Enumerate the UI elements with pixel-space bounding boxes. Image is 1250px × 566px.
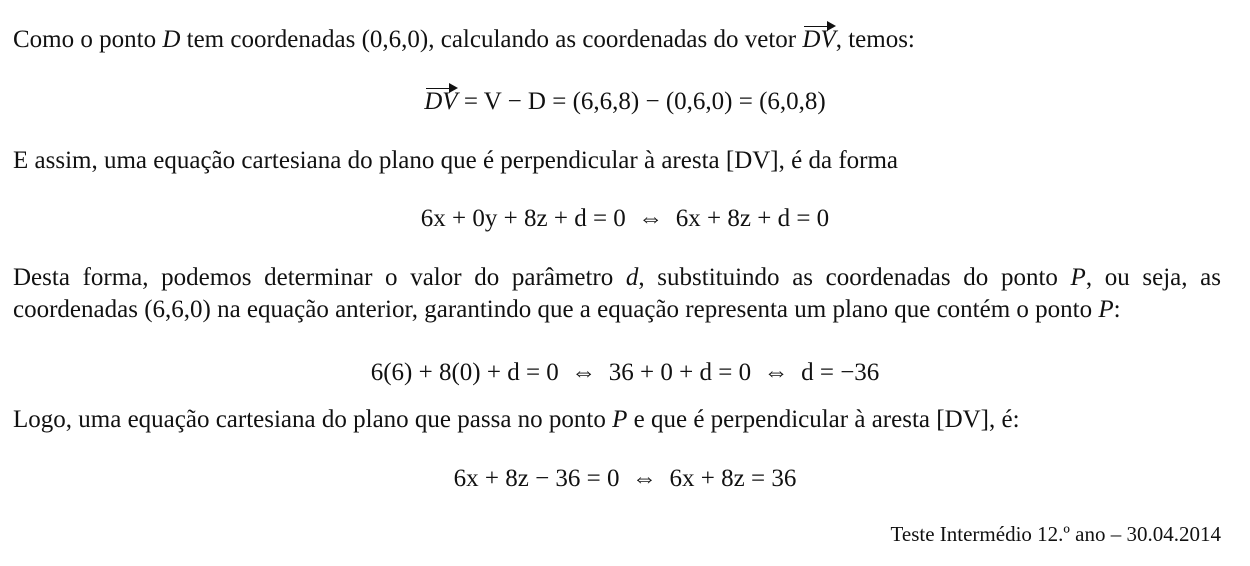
text-run: tem coordenadas (0,6,0), calculando as coordenadas do vetor [180,26,803,53]
source-footer: Teste Intermédio 12.º ano – 30.04.2014 [890,522,1221,546]
text-run: Desta forma, podemos determinar o valor do parâmetro [13,264,626,291]
equation-solve-d: 6(6) + 8(0) + d = 0 ⇔ 36 + 0 + d = 0 ⇔ d = −36 [370,359,880,386]
text-run: e que é perpendicular à aresta [DV], é: [627,406,1020,433]
parameter-d: d [625,264,639,291]
text-run: : [1113,296,1121,323]
paragraph-determine-d [13,262,1221,326]
text-run: , temos: [835,26,915,53]
vector-DV: DV [802,24,835,56]
text-run: Como o ponto [13,26,163,53]
point-P: P [1098,296,1114,323]
text-run: , ou seja, as coordenadas (6,6,0) na equação anterior, garantindo que a equação representa um plano que contém o ponto [13,264,1221,323]
vector-DV: DV [424,86,457,118]
point-P: P [612,406,628,433]
paragraph-plane-form: E assim, uma equação cartesiana do plano que é perpendicular à aresta [DV], é da forma [13,147,899,174]
text-run: , substituindo as coordenadas do ponto [638,264,1071,291]
equation-rest: = V − D = (6,6,8) − (0,6,0) = (6,0,8) [457,88,826,115]
equation-plane-general: 6x + 0y + 8z + d = 0 ⇔ 6x + 8z + d = 0 [420,205,830,232]
paragraph-conclusion [13,404,1221,436]
equation-vector-DV [0,86,1250,118]
paragraph-intro [13,24,1221,56]
point-D: D [162,26,181,53]
text-run: Logo, uma equação cartesiana do plano que passa no ponto [13,406,613,433]
point-P: P [1070,264,1086,291]
equation-final-plane: 6x + 8z − 36 = 0 ⇔ 6x + 8z = 36 [453,465,797,492]
